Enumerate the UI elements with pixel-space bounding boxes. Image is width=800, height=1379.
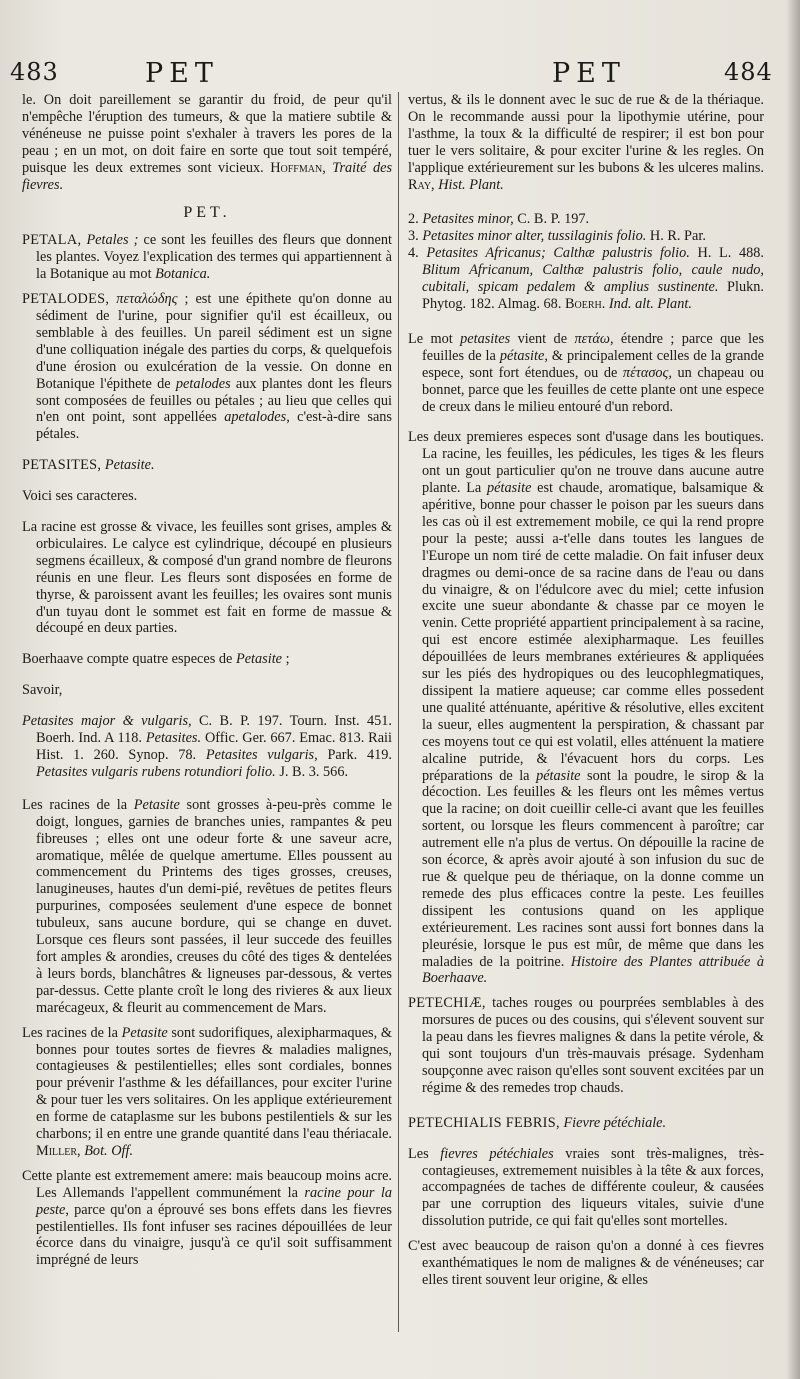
entry-petalodes: PETALODES, πεταλώδης ; est une épithete qu'on donne au sédiment de l'urine, pour signifier qu'il est écailleux, ou semblable à des feuilles. Un pareil sédiment est un signe d'une colliquation inégale des parties du corps, & quelquefois d'une érosion ou exulcération de la vessie. On donne en Botanique l'épithete de petalodes aux plantes dont les fleurs sont composées de feuilles ou pétales ; au lieu que celles qui n'en ont point, sont appellées apetalodes, c'est-à-dire sans pétales. [22,291,393,443]
source-title: Bot. Off. [84,1142,134,1159]
left-running-head: PET [145,58,219,89]
source-title: Hist. Plant. [438,176,504,193]
column-divider [398,92,399,1332]
left-column [22,92,392,1277]
etymology-paragraph: Le mot petasites vient de πετάω, étendre ; parce que les feuilles de la pétasite, & principalement celles de la grande espece, sont fort étendues, ou de πέτασος, un chapeau ou bonnet, parce que les feuilles de cette plante ont une espece de creux dans le milieu entouré d'un rebord. [408,330,765,415]
entry-term: PETECHIÆ, [408,995,486,1012]
savoir: Savoir, [22,682,63,699]
continued-paragraph: vertus, & ils le donnent avec le suc de rue & de la thériaque. On le recommande aussi pour la lipothymie utérine, pour l'asthme, la toux & la difficulté de respirer; il est bon pour tuer le vers solitaire, & pour exciter l'urine & les regles. On l'applique extérieurement sur les bubons & les ulceres malins. Ray, Hist. Plant. [408,92,764,193]
characters-paragraph: La racine est grosse & vivace, les feuilles sont grises, amples & orbiculaires. Le calyce est cylindrique, découpé en plusieurs segmens écailleux, & composé d'un grand nombre de fleurons réunis en une fleur. Les fleurs sont disposées en forme de thyrse, & paroissent avant les feuilles; les ovaires sont munis d'un tuyau dont le sommet est fait en forme de massue & découpé en deux parties. [22,519,392,637]
entry-term: PETASITES, [22,457,102,474]
entry-petasites: PETASITES, Petasite. [22,457,155,474]
uses-paragraph: Les deux premieres especes sont d'usage dans les boutiques. La racine, les feuilles, les pédicules, les tiges & les fleurs ont un gout particulier qu'on ne trouve dans aucune autre plante. La pétasite est chaude, aromatique, balsamique & apéritive, bonne pour chasser le poison par les sueurs dans les cas où il est extremement mobile, ce qui la rend propre pour la peste; aussi a-t'elle dans toutes les langues de l'Europe un nom tiré de cette maladie. On fait infuser deux dragmes ou demi-once de sa racine dans de l'eau ou dans du vinaigre, & on l'édulcore avec du miel; cette infusion excite une sueur abondante & chasse par ce moyen le venin. Cette propriété appartient principalement à sa racine, qui est encore estimée alexipharmaque. Les feuilles dépouillées de leurs membranes extérieures & appliquées sur les piés des hydropiques ou des leucophlegmatiques, dissipent la matiere aqueuse; car comme elles possedent une qualité atténuante, apéritive & résolutive, elles excitent la sueur, elles augmentent la perspiration, & chassant par ces moyens tout ce qui est volatil, elles atténuent la matiere alcaline putride, & l'évacuent hors du corps. Les préparations de la pétasite sont la poudre, le sirop & la décoction. Les feuilles & les fleurs ont les mêmes vertus que la racine; on doit cueillir celle-ci avant que les feuilles sortent, ou lorsque les fleurs commencent à paroître; car autrement elle n'a plus de vertus. On dépouille la racine de son écorce, & après avoir ajouté à son infusion du suc de rue & quelque peu de thériaque, on la donne comme un remede des plus efficaces contre la peste. Les feuilles dissipent les contusions quand on les applique extérieurement. Les racines sont aussi fort bonnes dans la pleurésie, lorsque le pus est mûr, de même que dans les maladies de la poitrine. Histoire des Plantes attribuée à Boerhaave. [408,429,764,987]
right-running-head: PET [552,58,626,89]
species-3: 3. Petasites minor alter, tussilaginis folio. H. R. Par. [408,228,706,245]
intro-paragraph: le. On doit pareillement se garantir du froid, de peur qu'il n'empêche l'éruption des tumeurs, & que la matiere subtile & vénéneuse ne puisse point s'exhaler à travers les pores de la peau ; en un mot, on doit faire en sorte que tout soit tempéré, puisque les deux extremes sont vicieux. Hoffman, Traité des fievres. [22,92,393,193]
right-page-number: 484 [724,58,773,86]
febris-paragraph: Les fievres pétéchiales vraies sont très-malignes, très-contagieuses, extremement nuisibles à la tête & aux forces, accompagnées de taches de différente couleur, & causées par une corruption des liqueurs vitales, suivie d'une dissolution putride, ce qui fait qu'elles sont mortelles. [408,1145,765,1230]
entry-petechiae: PETECHIÆ, taches rouges ou pourprées semblables à des morsures de puces ou des cousins, qui s'élevent souvent sur la peau dans les fievres malignes & dans la petite vérole, & qui sont toujours d'un très-mauvais présage. Sydenham soupçonne avec raison qu'elles sont souvent excitées par un régime & des remedes trop chauds. [408,995,764,1096]
species-intro: Boerhaave compte quatre especes de Petasite ; [22,651,290,668]
species-2: 2. Petasites minor, C. B. P. 197. [408,211,590,228]
last-paragraph: C'est avec beaucoup de raison qu'on a donné à ces fievres exanthématiques le nom de malignes & de vénéneuses; car elles tirent souvent leur origine, & elles [408,1238,764,1288]
characters-intro: Voici ses caracteres. [22,488,138,505]
entry-petechialis-febris: PETECHIALIS FEBRIS, Fievre pétéchiale. [408,1114,667,1131]
entry-term: PETALA, [22,232,82,249]
greek-word: πεταλώδης [116,291,178,308]
source-title: Traité des fievres. [22,159,393,193]
page-edge-shadow [786,0,800,1379]
section-heading: PET. [183,204,231,222]
entry-petala: PETALA, Petales ; ce sont les feuilles des fleurs que donnent les plantes. Voyez l'explication des termes qui appartiennent à la Botanique au mot Botanica. [22,232,392,283]
greek-word: πετάω [574,330,610,347]
source-author: Hoffman, [270,159,326,176]
uses-paragraph: Les racines de la Petasite sont sudorifiques, alexipharmaques, & bonnes pour toutes sortes de fievres & maladies malignes, contagieuses & pestilentielles; elles sont cordiales, bonnes pour prévenir l'asthme & les défaillances, pour exciter l'urine & pour tuer les vers solitaires. On les applique extérieurement en forme de cataplasme sur les bubons pestilentiels & sur les charbons; il en entre une grande quantité dans l'eau thériacale. Miller, Bot. Off. [22,1024,392,1159]
source-title: Histoire des Plantes attribuée à Boerhaave. [422,953,764,987]
left-page-number: 483 [10,58,59,86]
species-list [408,211,764,312]
greek-word: πέτασος [622,364,669,381]
right-column [408,92,764,1297]
bitter-paragraph: Cette plante est extremement amere: mais beaucoup moins acre. Les Allemands l'appellent communément la racine pour la peste, parce qu'on a éprouvé ses bons effets dans les fievres pestilentielles. Ils font infuser ses racines dépouillées de leur écorce dans du vinaigre, jusqu'à ce qu'il soit suffisamment imprégné de leurs [22,1167,393,1269]
entry-term: PETALODES, [22,291,110,308]
source-author: Ray, [408,176,435,193]
species-4: 4. Petasites Africanus; Calthæ palustris folio. H. L. 488. Blitum Africanum, Calthæ palustris folio, caule nudo, cubitali, spicam pedalem & amplius sustinente. Plukn. Phytog. 182. Almag. 68. Boerh. Ind. alt. Plant. [408,245,765,312]
entry-term: PETECHIALIS FEBRIS, [408,1114,560,1131]
species-1: Petasites major & vulgaris, C. B. P. 197. Tourn. Inst. 451. Boerh. Ind. A 118. Petasites. Offic. Ger. 667. Emac. 813. Raii Hist. 1. 260. Synop. 78. Petasites vulgaris, Park. 419. Petasites vulgaris rubens rotundiori folio. J. B. 3. 566. [22,713,392,780]
source-author: Miller, [36,1142,81,1159]
roots-paragraph: Les racines de la Petasite sont grosses à-peu-près comme le doigt, longues, garnies de branches unies, rampantes & peu fibreuses ; elles ont une odeur forte & une saveur acre, aromatique, mêlée de quelque amertume. Elles poussent au commencement du Printems des tiges grosses, creuses, lanugineuses, hautes d'un demi-pié, revêtues de petites fleurs purpurines, composées seulement d'une espece de bonnet tubuleux, sans aucune bordure, qui se change en duvet. Lorsque ces fleurs sont passées, il leur succede des feuilles fort amples & arondies, creuses du côté des tiges & dentelées à leurs bords, blanchâtres & ligneuses par-dessous, & vertes par-dessus. Cette plante croît le long des rivieres & aux lieux marécageux, & fleurit au commencement de Mars. [22,796,392,1016]
